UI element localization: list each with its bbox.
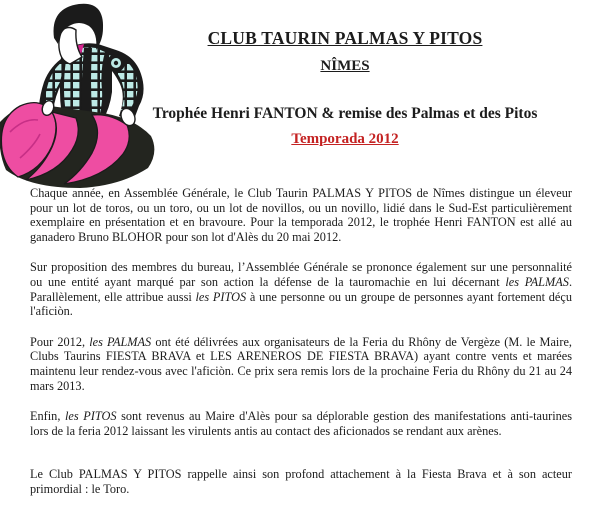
les-pitos-italic: les PITOS: [65, 409, 117, 424]
les-palmas-italic: les PALMAS: [505, 274, 569, 289]
paragraph-3: [30, 335, 572, 393]
les-palmas-italic: les PALMAS: [89, 334, 152, 349]
paragraph-1-text: Chaque année, en Assemblée Générale, le Club Taurin PALMAS Y PITOS de Nîmes distingue un éleveur pour un lot de toros, ou un toro, ou un lot de novillos, ou un novillo, lidié dans le Sud-Est particulièrement exemplaire en présentation et en bravoure. Pour la temporada 2012, le trophée Henri FANTON est allé au ganadero Bruno BLOHOR pour son lot d'Alès du 20 mai 2012.: [30, 186, 572, 244]
paragraph-5: [30, 467, 572, 496]
paragraph-2-text: . Parallèlement, elle attribue aussi: [30, 274, 573, 304]
paragraph-4: [30, 409, 572, 438]
city-title: NÎMES: [320, 58, 370, 74]
paragraph-4-text: Enfin,: [30, 409, 65, 424]
les-pitos-italic: les PITOS: [195, 289, 247, 304]
paragraph-3-text: ont été délivrées aux organisateurs de la Feria du Rhôny de Vergèze (M. le Maire, Clubs Taurins FIESTA BRAVA et LES ARENEROS DE FIESTA BRAVA) ayant contre vents et marées maintenu leur rendez-vous avec l'aficiòn. Ce prix sera remis lors de la prochaine Feria du Rhôny du 21 au 24 mars 2013.: [30, 334, 572, 393]
paragraph-2: [30, 260, 572, 318]
paragraph-3-text: Pour 2012,: [30, 334, 90, 349]
article-body: [30, 186, 572, 513]
paragraph-2-text: à une personne ou un groupe de personnes ayant fortement déçu l'aficiòn.: [30, 289, 572, 319]
paragraph-4-text: sont revenus au Maire d'Alès pour sa déplorable gestion des manifestations anti-taurines lors de la feria 2012 laissant les virulents antis au contact des aficionados se rendant aux arènes.: [30, 409, 573, 438]
trophy-subtitle: Trophée Henri FANTON & remise des Palmas et des Pitos: [152, 105, 538, 122]
paragraph-1: [30, 186, 572, 244]
club-title: CLUB TAURIN PALMAS Y PITOS: [207, 28, 483, 48]
season-label: Temporada 2012: [291, 131, 399, 147]
paragraph-2-text: Sur proposition des membres du bureau, l’Assemblée Générale se prononce également sur une personnalité ou une entité ayant marqué par son action la défense de la tauromachie en lui décernant: [30, 260, 572, 289]
document-header: [100, 28, 590, 148]
paragraph-5-text: Le Club PALMAS Y PITOS rappelle ainsi son profond attachement à la Fiesta Brava et à son acteur primordial : le Toro.: [30, 467, 572, 496]
